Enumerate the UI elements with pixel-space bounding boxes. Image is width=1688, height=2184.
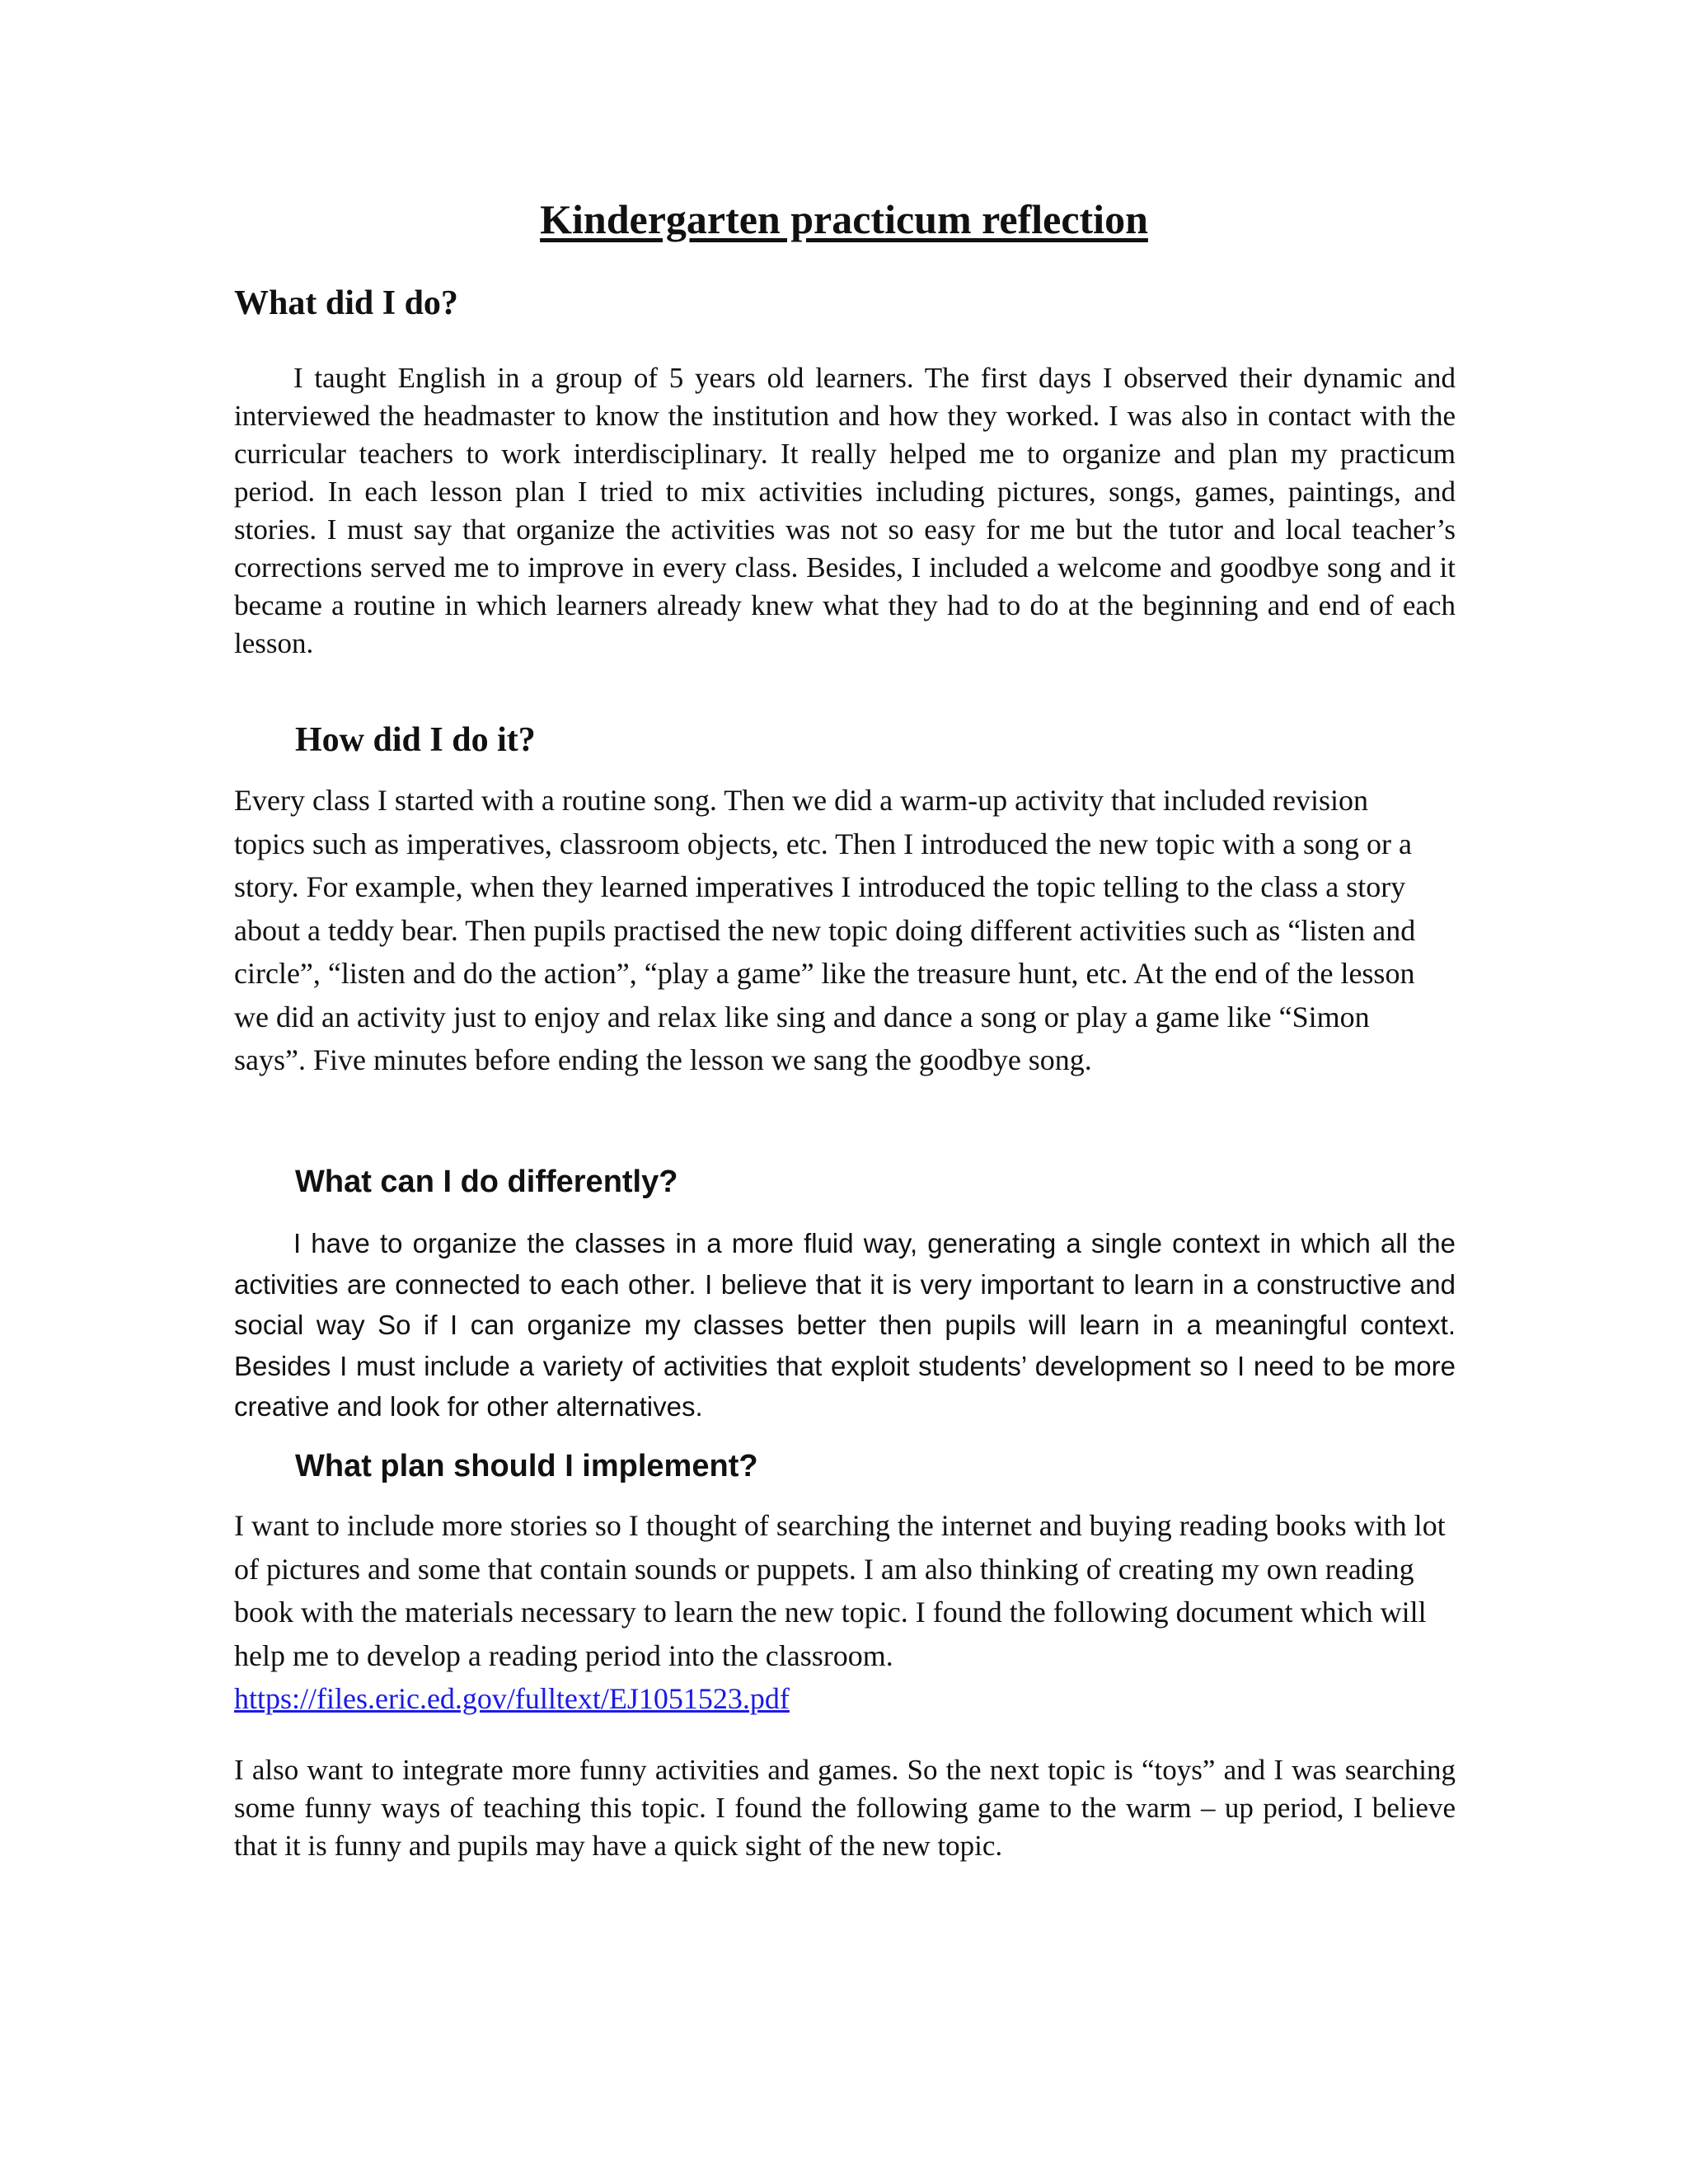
section-heading-what-did-i-do: What did I do? xyxy=(234,284,458,322)
section-paragraph: I also want to integrate more funny activities and games. So the next topic is “toys” and I was searching some funny ways of teaching this topic. I found the following game to the warm – up period, I believe that it is funny and pupils may have a quick sight of the new topic. xyxy=(234,1754,1456,1862)
section-paragraph: I have to organize the classes in a more fluid way, generating a single context in which all the activities are connected to each other. I believe that it is very important to learn in a constructive and social way So if I can organize my classes better then pupils will learn in a meaningful context. Besides I must include a variety of activities that exploit students’ development so I need to be more creative and look for other alternatives. xyxy=(234,1228,1456,1422)
reference-link[interactable]: https://files.eric.ed.gov/fulltext/EJ1051523.pdf xyxy=(234,1682,790,1715)
section-heading-what-can-i-do-differently: What can I do differently? xyxy=(295,1165,678,1199)
section-paragraph: I want to include more stories so I thought of searching the internet and buying reading books with lot of pictures and some that contain sounds or puppets. I am also thinking of creating my own reading book with the materials necessary to learn the new topic. I found the following document which will help me to develop a reading period into the classroom. xyxy=(234,1509,1446,1672)
section-paragraph: Every class I started with a routine song. Then we did a warm-up activity that included revision topics such as imperatives, classroom objects, etc. Then I introduced the new topic with a song or a story. For example, when they learned imperatives I introduced the topic telling to the class a story about a teddy bear. Then pupils practised the new topic doing different activities such as “listen and circle”, “listen and do the action”, “play a game” like the treasure hunt, etc. At the end of the lesson we did an activity just to enjoy and relax like sing and dance a song or play a game like “Simon says”. Five minutes before ending the lesson we sang the goodbye song. xyxy=(234,784,1416,1076)
section-heading-what-plan-should-i-implement: What plan should I implement? xyxy=(295,1449,758,1483)
section-paragraph: I taught English in a group of 5 years old learners. The first days I observed their dynamic and interviewed the headmaster to know the institution and how they worked. I was also in contact with the curricular teachers to work interdisciplinary. It really helped me to organize and plan my practicum period. In each lesson plan I tried to mix activities including pictures, songs, games, paintings, and stories. I must say that organize the activities was not so easy for me but the tutor and local teacher’s corrections served me to improve in every class. Besides, I included a welcome and goodbye song and it became a routine in which learners already knew what they had to do at the beginning and end of each lesson. xyxy=(234,362,1456,659)
section-heading-how-did-i-do-it: How did I do it? xyxy=(295,721,536,759)
document-title: Kindergarten practicum reflection xyxy=(540,196,1148,242)
